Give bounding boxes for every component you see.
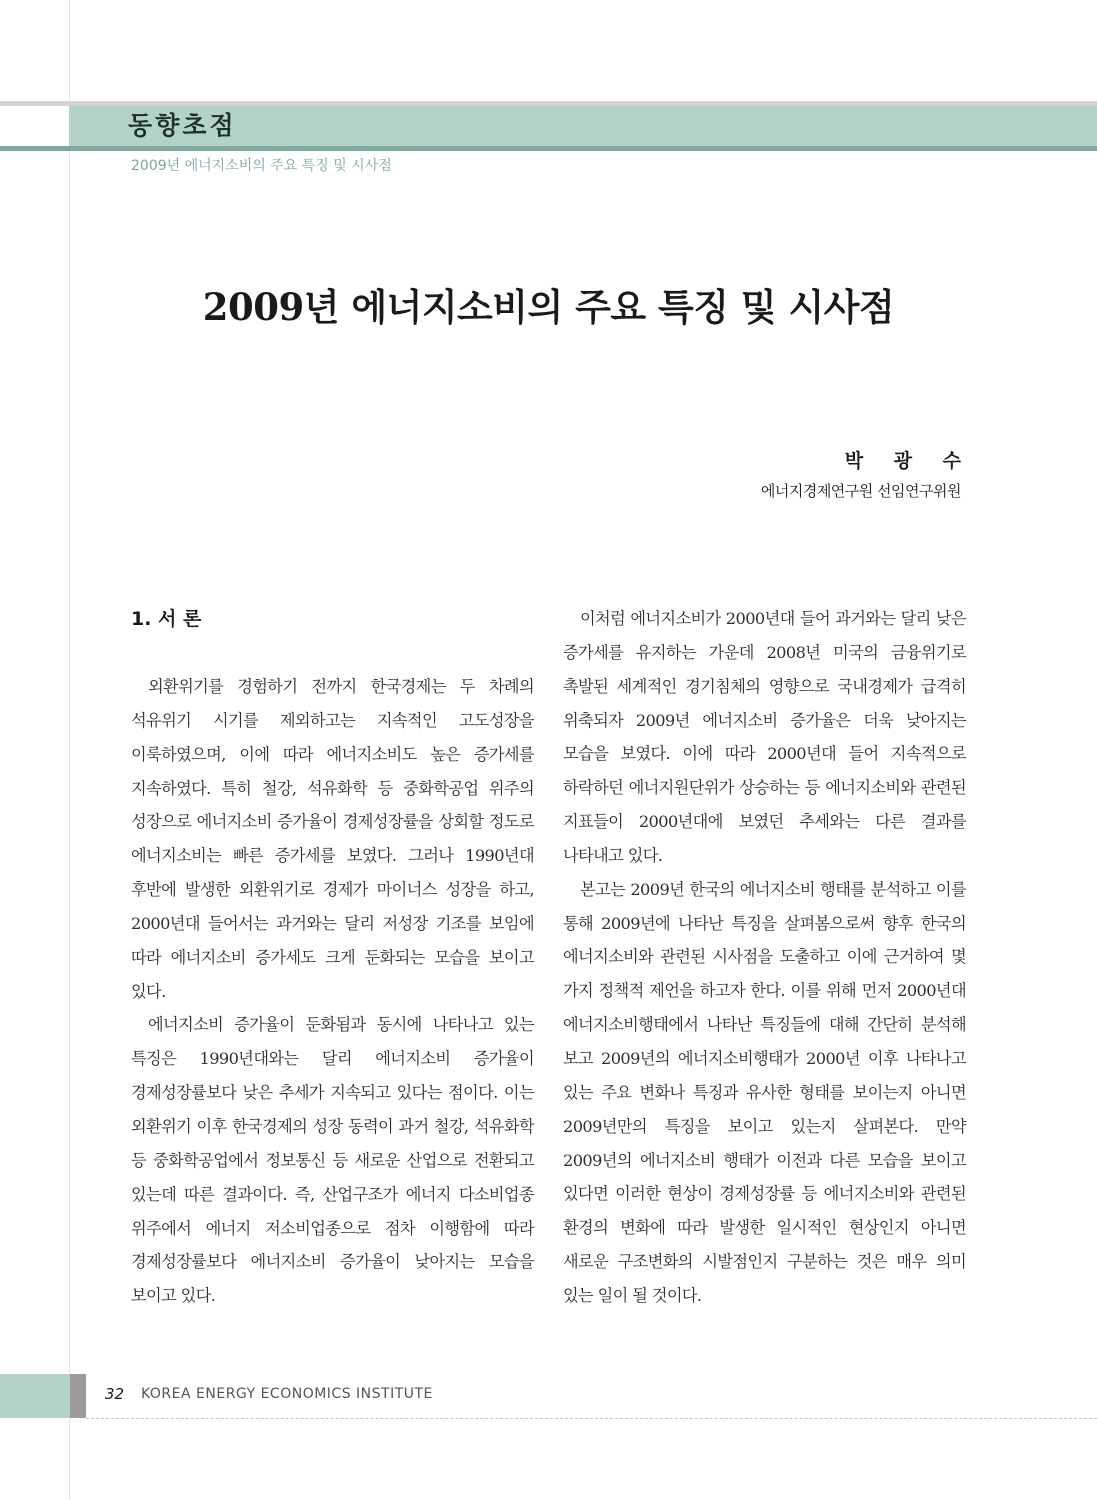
page-gutter-line xyxy=(69,0,70,1500)
section-tag: 동향초점 xyxy=(128,111,237,140)
paragraph: 에너지소비 증가율이 둔화됨과 동시에 나타나고 있는 특징은 1990년대와는 달리 에너지소비 증가율이 경제성장률보다 낮은 추세가 지속되고 있다는 점이다. 이는 외환위기 이후 한국경제의 성장 동력이 과거 철강, 석유화학 등 중화학공업에서 정보통신 등 새로운 산업으로 전환되고 있는데 따른 결과이다. 즉, 산업구조가 에너지 다소비업종 위주에서 에너지 저소비업종으로 점차 이행함에 따라 경제성장률보다 에너지소비 증가율이 낮아지는 모습을 보이고 있다. xyxy=(131,1015,534,1306)
right-column xyxy=(563,602,966,1313)
article-title: 2009년 에너지소비의 주요 특징 및 시사점 xyxy=(202,284,895,329)
header-bottom-rule xyxy=(0,146,1097,151)
page-number: 32 xyxy=(105,1385,125,1403)
author-name: 박 광 수 xyxy=(844,450,973,472)
left-column xyxy=(131,602,534,1313)
paragraph: 이처럼 에너지소비가 2000년대 들어 과거와는 달리 낮은 증가세를 유지하는 가운데 2008년 미국의 금융위기로 촉발된 세계적인 경기침체의 영향으로 국내경제가 급격히 위축되자 2009년 에너지소비 증가율은 더욱 낮아지는 모습을 보였다. 이에 따라 2000년대 들어 지속적으로 하락하던 에너지원단위가 상승하는 등 에너지소비와 관련된 지표들이 2000년대에 보였던 추세와는 다른 결과를 나타내고 있다. xyxy=(563,609,966,865)
running-head: 2009년 에너지소비의 주요 특징 및 시사점 xyxy=(131,158,392,174)
footer-dashed-rule xyxy=(86,1418,1097,1419)
journal-name: KOREA ENERGY ECONOMICS INSTITUTE xyxy=(141,1386,433,1402)
author-affiliation: 에너지경제연구원 선임연구위원 xyxy=(760,482,961,500)
section-heading: 1. 서 론 xyxy=(131,608,202,630)
paragraph: 외환위기를 경험하기 전까지 한국경제는 두 차례의 석유위기 시기를 제외하고는 지속적인 고도성장을 이룩하였으며, 이에 따라 에너지소비도 높은 증가세를 지속하였다. 특히 철강, 석유화학 등 중화학공업 위주의 성장으로 에너지소비 증가율이 경제성장률을 상회할 정도로 에너지소비는 빠른 증가세를 보였다. 그러나 1990년대 후반에 발생한 외환위기로 경제가 마이너스 성장을 하고, 2000년대 들어서는 과거와는 달리 저성장 기조를 보임에 따라 에너지소비 증가세도 크게 둔화되는 모습을 보이고 있다. xyxy=(131,677,534,1001)
paragraph: 본고는 2009년 한국의 에너지소비 행태를 분석하고 이를 통해 2009년에 나타난 특징을 살펴봄으로써 향후 한국의 에너지소비와 관련된 시사점을 도출하고 이에 근거하여 몇 가지 정책적 제언을 하고자 한다. 이를 위해 먼저 2000년대 에너지소비행태에서 나타난 특징들에 대해 간단히 분석해 보고 2009년의 에너지소비행태가 2000년 이후 나타나고 있는 주요 변화나 특징과 유사한 형태를 보이는지 아니면 2009년만의 특징을 보이고 있는지 살펴본다. 만약 2009년의 에너지소비 행태가 이전과 다른 모습을 보이고 있다면 이러한 현상이 경제성장률 등 에너지소비와 관련된 환경의 변화에 따라 발생한 일시적인 현상인지 아니면 새로운 구조변화의 시발점인지 구분하는 것은 매우 의미 있는 일이 될 것이다. xyxy=(563,879,966,1305)
footer-bar xyxy=(70,1374,86,1418)
footer-band xyxy=(0,1374,70,1418)
